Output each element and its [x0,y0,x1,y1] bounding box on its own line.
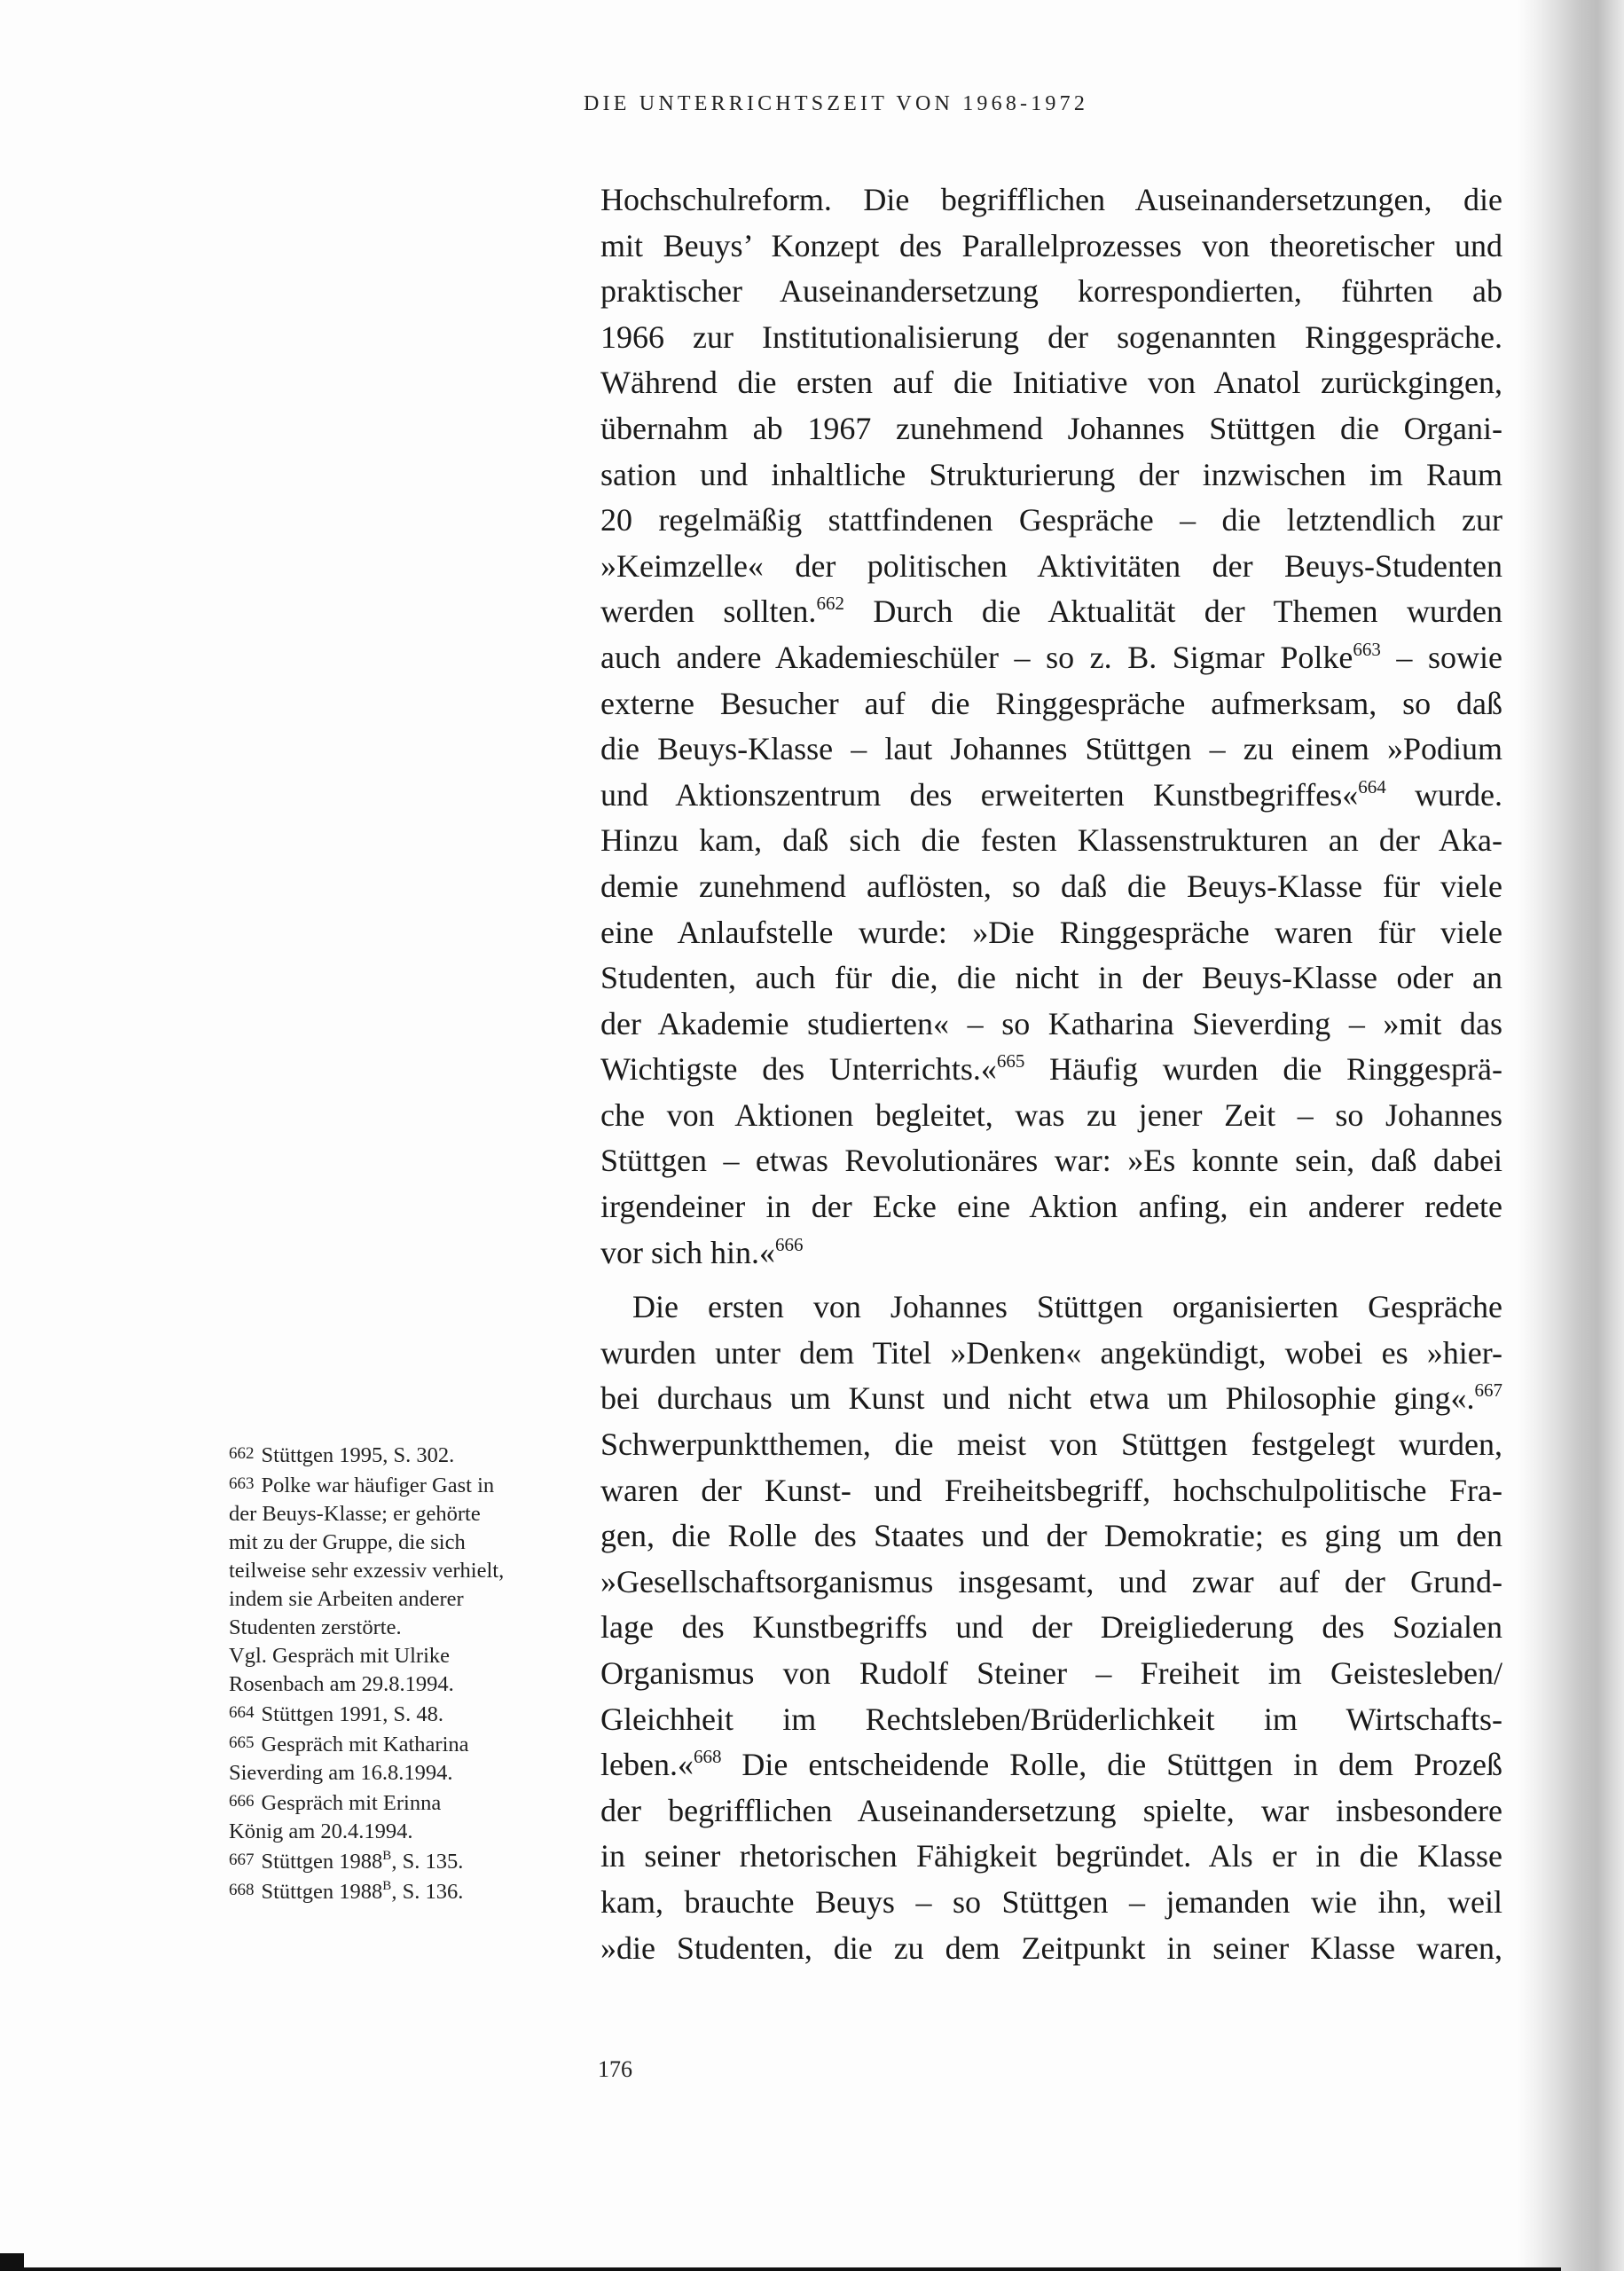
footnote-line [229,1440,566,1470]
footnote-663 [229,1470,566,1699]
footnote-line [229,1642,566,1670]
text-line-content: Während die ersten auf die Initiative von Anatol zurückgingen, [600,365,1502,401]
footnote-line [229,1788,566,1818]
footnote-text: Stüttgen 1991, S. 48. [261,1702,444,1726]
footnote-text: Vgl. Gespräch mit Ulrike [229,1644,451,1668]
text-line [600,177,1502,224]
footnote-reference[interactable]: 663 [1353,638,1381,660]
text-line-content: irgendeiner in der Ecke eine Aktion anfing, ein anderer redete [600,1189,1502,1225]
text-line-after-ref: Die entscheidende Rolle, die Stüttgen in dem Prozeß [721,1747,1502,1783]
text-line [600,224,1502,270]
text-line [600,452,1502,499]
text-line-content: Studenten, auch für die, die nicht in der Beuys-Klasse oder an [600,960,1502,996]
text-line-content: der Akademie studierten« – so Katharina Sieverding – »mit das [600,1005,1502,1041]
footnote-text: Sieverding am 16.8.1994. [229,1761,453,1785]
footnote-text: Polke war häufiger Gast in [261,1473,495,1497]
text-line [600,1093,1502,1139]
footnote-number: 663 [229,1474,255,1493]
text-line-content: Gleichheit im Rechtsleben/Brüderlichkeit im Wirtschafts- [600,1701,1502,1737]
text-line [600,1513,1502,1560]
text-line-before-ref: leben.« [600,1747,694,1783]
footnote-text: der Beuys-Klasse; er gehörte [229,1502,481,1526]
footnote-667 [229,1846,566,1876]
footnote-text: Gespräch mit Katharina [261,1733,469,1756]
footnote-number: 662 [229,1444,255,1463]
text-line-after-ref: Durch die Aktualität der Themen wurden [843,593,1503,630]
text-line [600,955,1502,1002]
text-line-before-ref: bei durchaus um Kunst und nicht etwa um Philosophie ging«. [600,1380,1475,1417]
text-line-content: 20 regelmäßig stattfindenen Gespräche – die letztendlich zur [600,502,1502,538]
footnote-line [229,1557,566,1585]
text-line [600,544,1502,590]
text-line-content: externe Besucher auf die Ringgespräche aufmerksam, so daß [600,685,1502,721]
text-line [600,1230,1502,1277]
footnote-668 [229,1876,566,1906]
text-line [600,1560,1502,1606]
page-gutter-shadow [1518,0,1624,2271]
footnote-text: Studenten zerstörte. [229,1615,402,1639]
footnote-edition-superscript: B [382,1849,392,1863]
text-line [600,1697,1502,1743]
paragraph-gap [600,1276,1502,1285]
footnote-number: 664 [229,1703,255,1722]
text-line-content: 1966 zur Institutionalisierung der sogenannten Ringgespräche. [600,318,1502,355]
text-line-content: eine Anlaufstelle wurde: »Die Ringgespräche waren für viele [600,914,1502,950]
text-line-content: Organismus von Rudolf Steiner – Freiheit im Geistesleben/ [600,1655,1502,1691]
text-line-content: kam, brauchte Beuys – so Stüttgen – jemanden wie ihn, weil [600,1883,1502,1920]
text-line [600,269,1502,315]
footnote-text: König am 20.4.1994. [229,1819,413,1843]
text-line-after-ref: – sowie [1380,639,1502,675]
footnote-666 [229,1788,566,1846]
footnote-text: Stüttgen 1988 [261,1880,383,1904]
footnote-line [229,1759,566,1788]
footnote-text: Stüttgen 1995, S. 302. [261,1443,455,1467]
footnotes-column [229,1440,566,1906]
footnote-664 [229,1699,566,1729]
page-number: 176 [598,2056,632,2082]
text-line-before-ref: und Aktionszentrum des erweiterten Kunstbegriffes« [600,776,1359,813]
text-line [600,681,1502,727]
footnote-text: Rosenbach am 29.8.1994. [229,1672,454,1696]
footnote-reference[interactable]: 662 [816,593,844,615]
text-line-content: wurden unter dem Titel »Denken« angekündigt, wobei es »hier- [600,1334,1502,1371]
text-line-content: gen, die Rolle des Staates und der Demokratie; es ging um den [600,1518,1502,1554]
text-line [600,1138,1502,1184]
text-line-content: praktischer Auseinandersetzung korrespondierten, führten ab [600,273,1502,310]
text-line-content: sation und inhaltliche Strukturierung der inzwischen im Raum [600,456,1502,492]
text-line-content: übernahm ab 1967 zunehmend Johannes Stüttgen die Organi- [600,410,1502,446]
footnote-number: 665 [229,1733,255,1752]
text-line-content: Hochschulreform. Die begrifflichen Auseinandersetzungen, die [600,182,1502,217]
text-line-before-ref: auch andere Akademieschüler – so z. B. Sigmar Polke [600,639,1353,675]
text-line-content: »Gesellschaftsorganismus insgesamt, und zwar auf der Grund- [600,1563,1502,1599]
text-line [600,315,1502,361]
footnote-number: 666 [229,1792,255,1811]
text-line-after-ref: wurde. [1385,776,1503,813]
footnote-text-tail: , S. 135. [391,1850,464,1874]
text-line [600,406,1502,452]
text-line-content: der begrifflichen Auseinandersetzung spielte, war insbesondere [600,1792,1502,1828]
footnote-line [229,1846,566,1876]
footnote-line [229,1670,566,1699]
text-line-content: Die ersten von Johannes Stüttgen organisierten Gespräche [632,1289,1502,1325]
footnote-line [229,1585,566,1614]
footnote-reference[interactable]: 666 [774,1233,804,1255]
text-line [600,1788,1502,1835]
text-line [600,1605,1502,1651]
text-line [600,1285,1502,1331]
footnote-line [229,1528,566,1557]
text-line-content: »Keimzelle« der politischen Aktivitäten der Beuys-Studenten [600,547,1502,584]
text-line [600,1422,1502,1468]
footnote-line [229,1500,566,1528]
text-line-before-ref: Wichtigste des Unterrichts.« [600,1051,997,1088]
text-line [600,1184,1502,1230]
footnote-line [229,1699,566,1729]
text-line [600,1002,1502,1048]
footnote-line [229,1614,566,1642]
text-line-content: die Beuys-Klasse – laut Johannes Stüttgen – zu einem »Podium [600,731,1502,767]
running-head: DIE UNTERRICHTSZEIT VON 1968-1972 [584,92,1089,115]
footnote-number: 667 [229,1851,255,1869]
text-line [600,1047,1502,1093]
text-line [600,1880,1502,1926]
footnote-text: Gespräch mit Erinna [261,1791,442,1815]
text-line [600,498,1502,544]
footnote-text: Stüttgen 1988 [261,1850,383,1874]
text-line [600,1376,1502,1422]
text-line [600,910,1502,956]
text-line-content: Stüttgen – etwas Revolutionäres war: »Es konnte sein, daß dabei [600,1143,1502,1179]
text-line [600,818,1502,864]
text-line [600,727,1502,773]
text-line [600,1651,1502,1697]
scan-corner-mark [0,2253,24,2271]
text-line-content: »die Studenten, die zu dem Zeitpunkt in seiner Klasse waren, [600,1929,1502,1966]
footnote-line [229,1818,566,1846]
footnote-text: indem sie Arbeiten anderer [229,1587,464,1611]
text-line-content: demie zunehmend auflösten, so daß die Beuys-Klasse für viele [600,868,1502,904]
footnote-line [229,1729,566,1759]
text-line-content: waren der Kunst- und Freiheitsbegriff, hochschulpolitische Fra- [600,1472,1502,1508]
text-line [600,1331,1502,1377]
text-line-content: in seiner rhetorischen Fähigkeit begründet. Als er in die Klasse [600,1838,1502,1874]
text-line-content: Hinzu kam, daß sich die festen Klassenstrukturen an der Aka- [600,822,1502,859]
text-line-content: lage des Kunstbegriffs und der Dreigliederung des Sozialen [600,1609,1502,1646]
footnote-reference[interactable]: 667 [1474,1379,1502,1402]
text-line-before-ref: werden sollten. [600,593,817,630]
text-line-content: Schwerpunktthemen, die meist von Stüttgen festgelegt wurden, [600,1426,1502,1463]
text-line [600,1926,1502,1972]
text-line-content: mit Beuys’ Konzept des Parallelprozesses von theoretischer und [600,227,1502,263]
footnote-line [229,1876,566,1906]
text-line [600,773,1502,819]
footnote-edition-superscript: B [382,1879,392,1893]
scan-bottom-edge [0,2267,1561,2271]
footnote-662 [229,1440,566,1470]
footnote-665 [229,1729,566,1788]
footnote-text: mit zu der Gruppe, die sich [229,1530,466,1554]
text-line [600,1742,1502,1788]
text-line [600,1468,1502,1514]
text-line [600,360,1502,406]
footnote-reference[interactable]: 665 [996,1050,1025,1073]
text-line [600,1834,1502,1880]
text-line [600,589,1502,635]
footnote-number: 668 [229,1881,255,1899]
footnote-reference[interactable]: 668 [693,1746,722,1768]
text-line [600,635,1502,681]
main-body-text [600,177,1502,1971]
footnote-reference[interactable]: 664 [1358,775,1386,798]
footnote-line [229,1470,566,1500]
text-line [600,864,1502,910]
footnote-text-tail: , S. 136. [391,1880,464,1904]
footnote-text: teilweise sehr exzessiv verhielt, [229,1559,505,1583]
text-line-content: che von Aktionen begleitet, was zu jener Zeit – so Johannes [600,1096,1502,1133]
text-line-after-ref: Häufig wurden die Ringgesprä- [1024,1051,1502,1088]
text-line-before-ref: vor sich hin.« [600,1234,775,1270]
